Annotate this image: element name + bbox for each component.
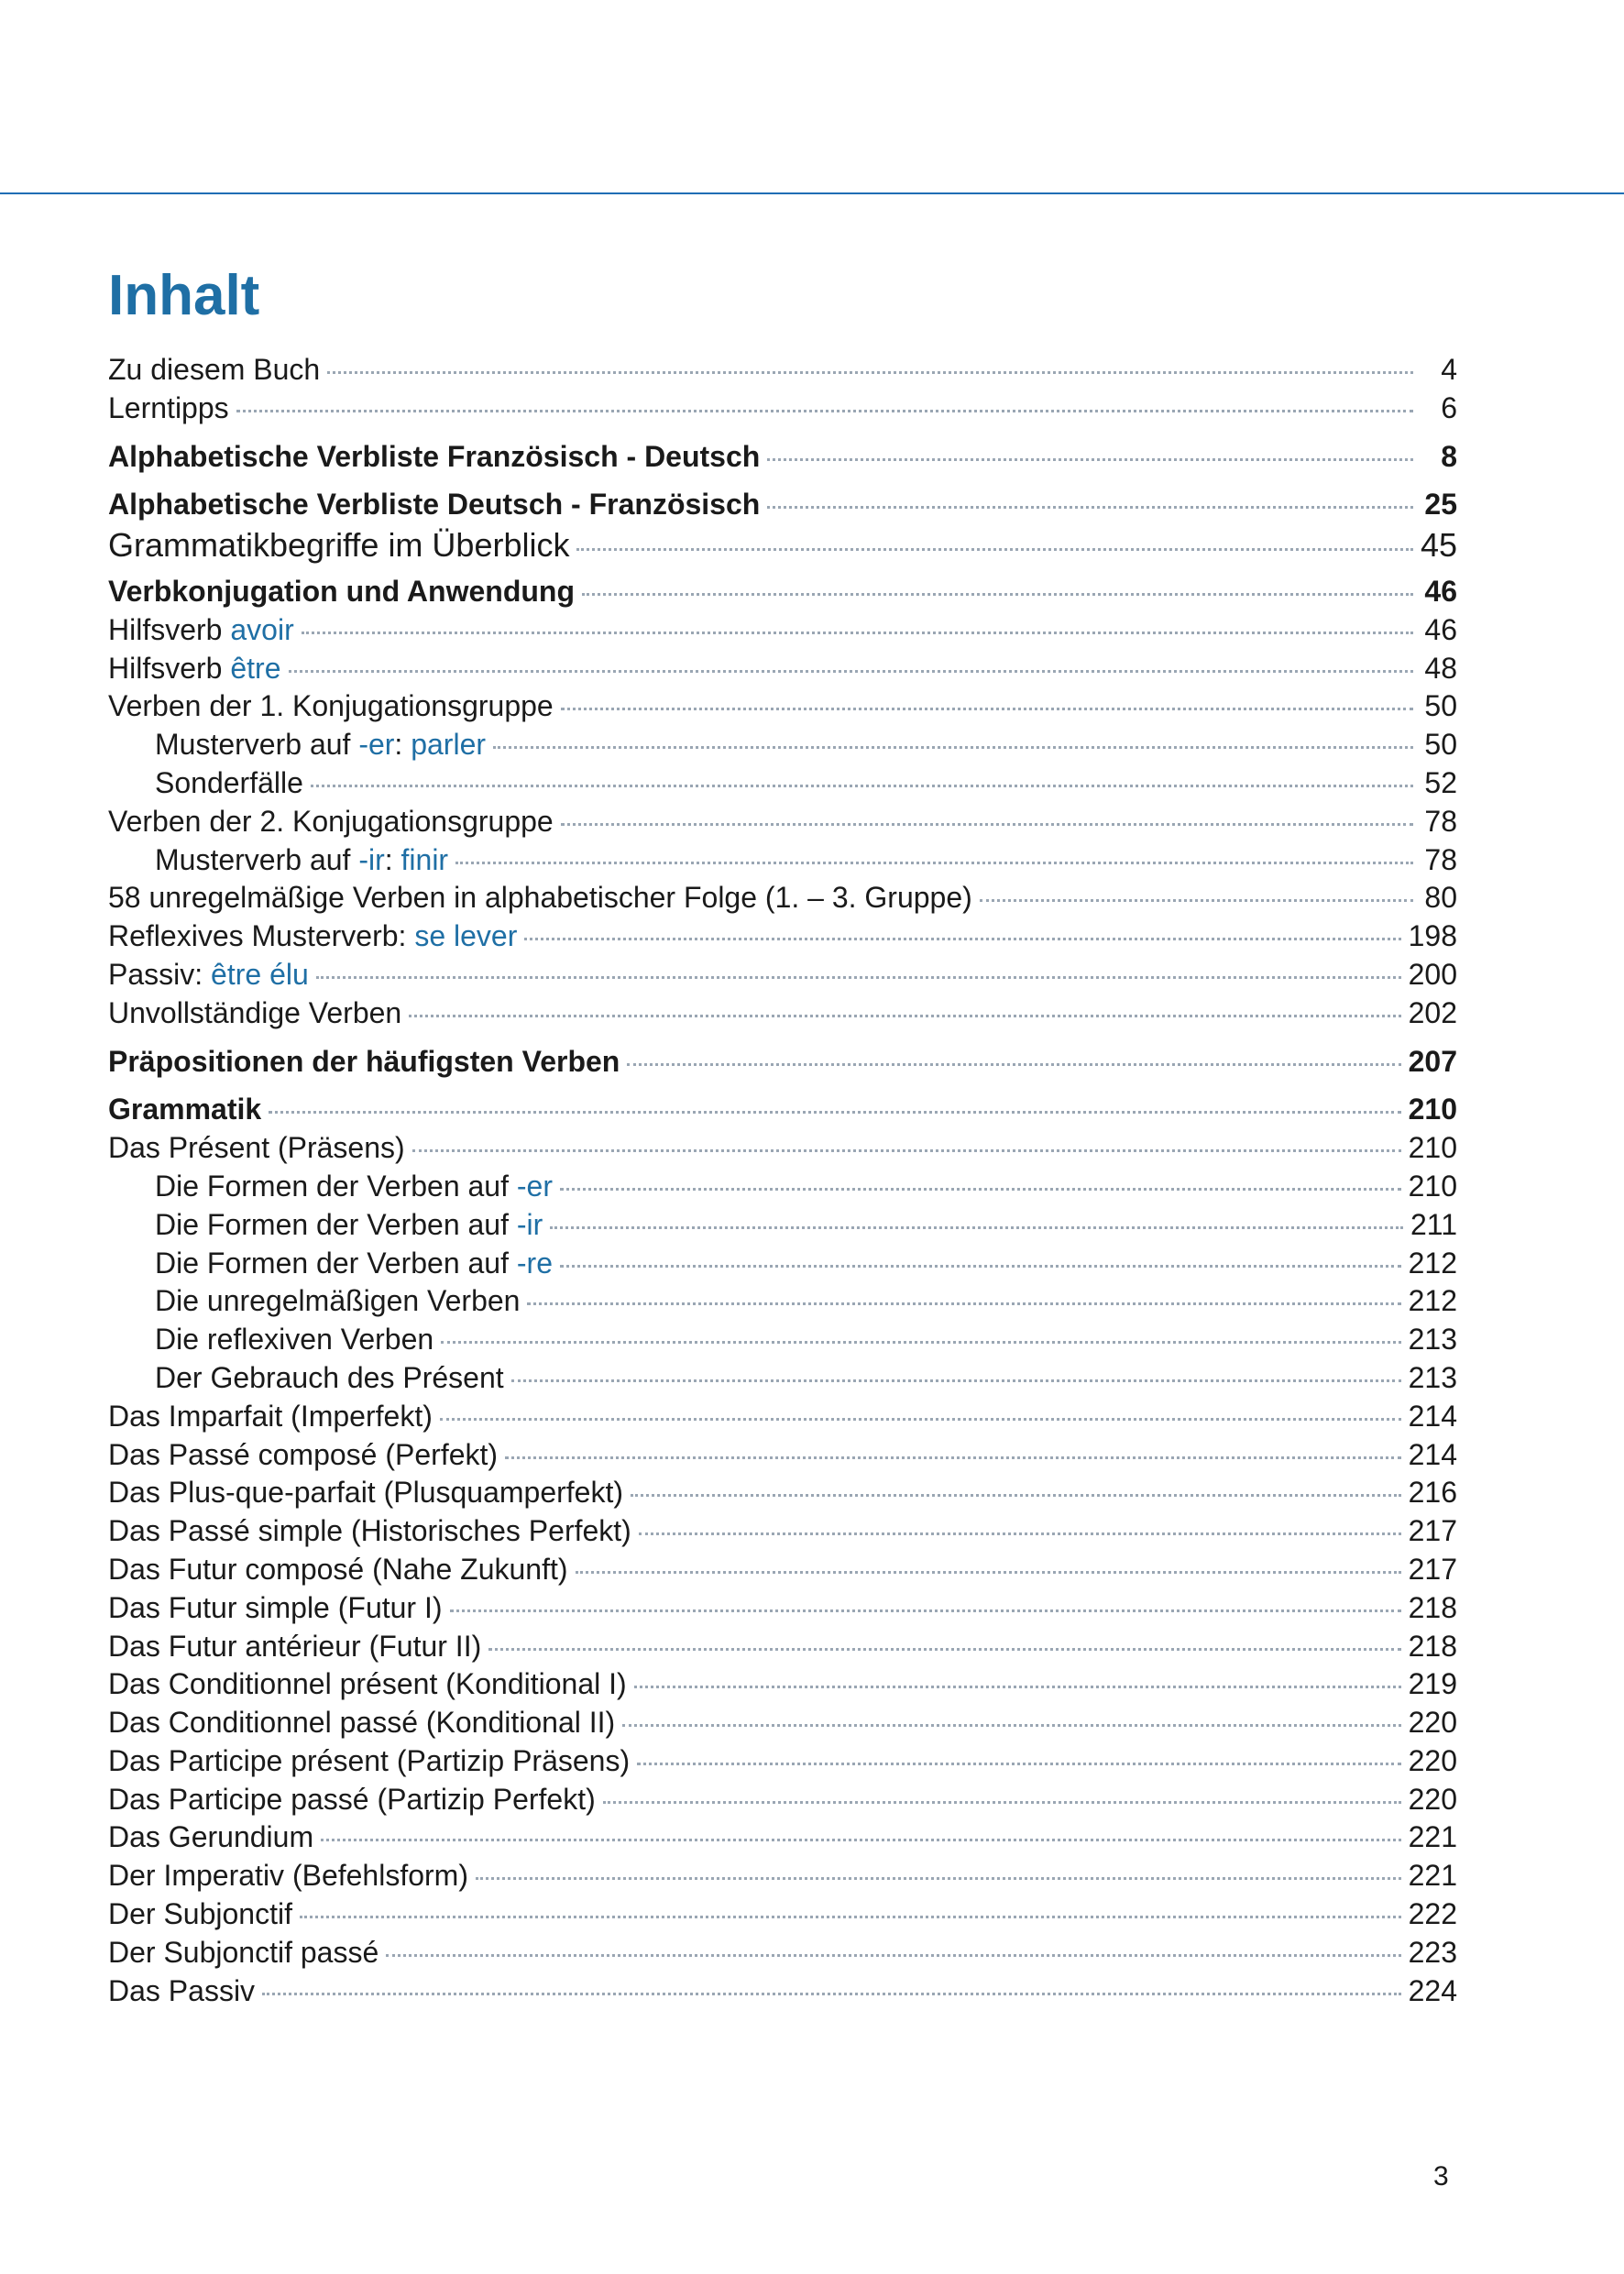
toc-entry[interactable] bbox=[108, 728, 1457, 766]
toc-entry[interactable] bbox=[108, 689, 1457, 728]
toc-entry-title bbox=[155, 1361, 504, 1395]
toc-entry[interactable] bbox=[108, 1667, 1457, 1706]
toc-entry[interactable] bbox=[108, 1744, 1457, 1783]
toc-entry-title bbox=[108, 689, 554, 723]
dot-leader bbox=[637, 1763, 1401, 1765]
toc-page-number: 78 bbox=[1424, 804, 1457, 838]
toc-text: Das Passiv bbox=[108, 1973, 256, 2007]
page-number: 3 bbox=[1433, 2161, 1449, 2192]
french-term: finir bbox=[401, 842, 449, 876]
dot-leader bbox=[440, 1418, 1401, 1421]
toc-entry-title bbox=[108, 805, 554, 839]
french-term: -ir bbox=[358, 842, 385, 876]
dot-leader bbox=[412, 1149, 1401, 1152]
toc-text: Das Futur composé (Nahe Zukunft) bbox=[108, 1552, 568, 1586]
toc-entry[interactable] bbox=[108, 488, 1457, 526]
toc-entry-title bbox=[108, 1438, 498, 1472]
toc-page-number: 222 bbox=[1408, 1897, 1457, 1931]
toc-entry-title bbox=[108, 575, 575, 609]
toc-entry[interactable] bbox=[108, 1820, 1457, 1859]
toc-entry-title bbox=[155, 766, 303, 800]
toc-page-number: 217 bbox=[1408, 1552, 1457, 1586]
toc-entry[interactable] bbox=[108, 1476, 1457, 1514]
dot-leader bbox=[576, 548, 1412, 551]
toc-entry-title bbox=[108, 1630, 481, 1664]
toc-entry-title bbox=[108, 353, 320, 387]
toc-page-number: 218 bbox=[1408, 1590, 1457, 1624]
dot-leader bbox=[289, 670, 1414, 673]
dot-leader bbox=[560, 1188, 1401, 1191]
toc-page-number: 224 bbox=[1408, 1973, 1457, 2007]
toc-page-number: 210 bbox=[1408, 1131, 1457, 1165]
dot-leader bbox=[527, 1302, 1400, 1305]
dot-leader bbox=[582, 593, 1413, 596]
toc-entry[interactable] bbox=[108, 958, 1457, 996]
toc-page-number: 50 bbox=[1424, 728, 1457, 762]
dot-leader bbox=[767, 458, 1413, 461]
toc-text: Der Subjonctif passé bbox=[108, 1935, 379, 1969]
toc-entry[interactable] bbox=[108, 526, 1457, 565]
dot-leader bbox=[603, 1801, 1401, 1804]
toc-text: Das Présent (Präsens) bbox=[108, 1131, 405, 1165]
toc-text: : bbox=[394, 728, 411, 762]
toc-entry[interactable] bbox=[108, 919, 1457, 958]
toc-entry[interactable] bbox=[108, 1093, 1457, 1131]
toc-text: Die reflexiven Verben bbox=[155, 1323, 434, 1357]
toc-entry[interactable] bbox=[108, 1400, 1457, 1438]
toc-entry-title bbox=[108, 1400, 433, 1434]
toc-text: Hilfsverb bbox=[108, 612, 231, 646]
toc-page-number: 200 bbox=[1408, 957, 1457, 991]
toc-text: Reflexives Musterverb: bbox=[108, 919, 415, 953]
toc-page-number: 207 bbox=[1408, 1044, 1457, 1078]
dot-leader bbox=[302, 632, 1413, 634]
toc-page-number: 212 bbox=[1408, 1284, 1457, 1318]
toc-text: Das Passé simple (Historisches Perfekt) bbox=[108, 1514, 631, 1548]
toc-text: Unvollständige Verben bbox=[108, 995, 402, 1029]
toc-entry[interactable] bbox=[108, 1630, 1457, 1668]
toc-page-number: 8 bbox=[1441, 439, 1457, 473]
toc-entry[interactable] bbox=[108, 1045, 1457, 1083]
toc-entry[interactable] bbox=[108, 1131, 1457, 1170]
dot-leader bbox=[300, 1916, 1401, 1918]
toc-entry-title bbox=[108, 881, 972, 915]
toc-text: Verben der 2. Konjugationsgruppe bbox=[108, 804, 554, 838]
toc-text: Grammatikbegriffe im Überblick bbox=[108, 526, 570, 565]
toc-entry[interactable] bbox=[108, 652, 1457, 690]
toc-text: Die Formen der Verben auf bbox=[155, 1246, 517, 1280]
toc-entry[interactable] bbox=[108, 1247, 1457, 1285]
toc-text: Grammatik bbox=[108, 1093, 262, 1126]
toc-entry-title bbox=[108, 526, 569, 565]
toc-page-number: 217 bbox=[1408, 1514, 1457, 1548]
toc-page-number: 202 bbox=[1408, 995, 1457, 1029]
dot-leader bbox=[639, 1532, 1401, 1535]
toc-page-number: 52 bbox=[1424, 765, 1457, 799]
toc-text: Lerntipps bbox=[108, 390, 229, 424]
toc-entry[interactable] bbox=[108, 391, 1457, 430]
toc-text: Alphabetische Verbliste Deutsch - Französisch bbox=[108, 488, 761, 522]
dot-leader bbox=[476, 1877, 1401, 1880]
toc-entry-title bbox=[155, 1247, 553, 1280]
toc-text: Präpositionen der häufigsten Verben bbox=[108, 1044, 620, 1078]
dot-leader bbox=[550, 1226, 1403, 1229]
dot-leader bbox=[767, 506, 1413, 509]
toc-entry-title bbox=[108, 996, 401, 1030]
dot-leader bbox=[634, 1686, 1401, 1688]
toc-text: Das Conditionnel présent (Konditional I) bbox=[108, 1667, 627, 1701]
dot-leader bbox=[327, 371, 1413, 374]
dot-leader bbox=[316, 976, 1401, 979]
toc-page-number: 80 bbox=[1424, 881, 1457, 915]
toc-text: Das Participe passé (Partizip Perfekt) bbox=[108, 1782, 596, 1816]
toc-page-number: 6 bbox=[1441, 390, 1457, 424]
toc-page-number: 223 bbox=[1408, 1935, 1457, 1969]
toc-page-number: 220 bbox=[1408, 1782, 1457, 1816]
toc-text: Musterverb auf bbox=[155, 842, 359, 876]
dot-leader bbox=[455, 862, 1413, 864]
toc-page-number: 219 bbox=[1408, 1667, 1457, 1701]
toc-page-number: 221 bbox=[1408, 1859, 1457, 1893]
toc-entry[interactable] bbox=[108, 353, 1457, 391]
toc-text: Das Gerundium bbox=[108, 1820, 314, 1854]
toc-entry[interactable] bbox=[108, 881, 1457, 919]
toc-page-number: 220 bbox=[1408, 1743, 1457, 1777]
dot-leader bbox=[236, 410, 1413, 412]
french-term: -er bbox=[358, 728, 395, 762]
dot-leader bbox=[622, 1724, 1400, 1727]
dot-leader bbox=[561, 708, 1413, 710]
dot-leader bbox=[560, 1265, 1401, 1268]
toc-page-number: 218 bbox=[1408, 1629, 1457, 1663]
dot-leader bbox=[269, 1111, 1400, 1114]
toc-text: Das Conditionnel passé (Konditional II) bbox=[108, 1706, 616, 1740]
toc-page-number: 4 bbox=[1441, 353, 1457, 386]
toc-page-number: 212 bbox=[1408, 1246, 1457, 1280]
dot-leader bbox=[511, 1379, 1401, 1382]
toc-entry-title bbox=[155, 1284, 520, 1318]
toc-entry[interactable] bbox=[108, 1591, 1457, 1630]
toc-entry[interactable] bbox=[108, 1859, 1457, 1897]
toc-text: Der Imperativ (Befehlsform) bbox=[108, 1859, 468, 1893]
toc-text: Hilfsverb bbox=[108, 651, 231, 685]
toc-entry[interactable] bbox=[108, 575, 1457, 613]
toc-entry-title bbox=[108, 1783, 596, 1817]
dot-leader bbox=[321, 1839, 1401, 1841]
toc-entry-title bbox=[108, 1093, 261, 1126]
toc-page-number: 210 bbox=[1408, 1093, 1457, 1126]
toc-text: Das Passé composé (Perfekt) bbox=[108, 1437, 499, 1471]
toc-entry-title bbox=[108, 919, 517, 953]
toc-entry[interactable] bbox=[108, 1514, 1457, 1553]
toc-entry-title bbox=[108, 1974, 255, 2008]
toc-page-number: 221 bbox=[1408, 1820, 1457, 1854]
toc-page-number: 45 bbox=[1420, 526, 1457, 565]
toc-text: Sonderfälle bbox=[155, 765, 303, 799]
toc-text: Verbkonjugation und Anwendung bbox=[108, 574, 575, 608]
toc-page-number: 213 bbox=[1408, 1360, 1457, 1394]
french-term: être élu bbox=[211, 957, 309, 991]
toc-entry[interactable] bbox=[108, 1783, 1457, 1821]
dot-leader bbox=[488, 1648, 1400, 1651]
toc-entry-title bbox=[108, 1667, 627, 1701]
toc-page-number: 46 bbox=[1424, 612, 1457, 646]
toc-page-number: 216 bbox=[1408, 1476, 1457, 1510]
table-of-contents bbox=[108, 353, 1457, 2012]
dot-leader bbox=[980, 899, 1413, 902]
toc-page-number: 198 bbox=[1408, 919, 1457, 953]
toc-text: Die unregelmäßigen Verben bbox=[155, 1284, 521, 1318]
toc-page-number: 210 bbox=[1408, 1169, 1457, 1203]
toc-entry[interactable] bbox=[108, 1208, 1457, 1247]
toc-entry[interactable] bbox=[108, 1706, 1457, 1744]
toc-text: : bbox=[384, 842, 401, 876]
toc-page-number: 78 bbox=[1424, 842, 1457, 876]
toc-text: Alphabetische Verbliste Französisch - Deutsch bbox=[108, 439, 761, 473]
toc-entry[interactable] bbox=[108, 1438, 1457, 1477]
toc-text: Das Imparfait (Imperfekt) bbox=[108, 1399, 433, 1433]
toc-text: Die Formen der Verben auf bbox=[155, 1169, 517, 1203]
dot-leader bbox=[627, 1063, 1400, 1066]
toc-entry-title bbox=[108, 1859, 468, 1893]
toc-entry-title bbox=[108, 613, 294, 647]
toc-entry-title bbox=[108, 391, 229, 425]
toc-entry[interactable] bbox=[108, 1897, 1457, 1936]
toc-entry[interactable] bbox=[108, 1323, 1457, 1361]
toc-text: Das Participe présent (Partizip Präsens) bbox=[108, 1743, 631, 1777]
toc-page-number: 213 bbox=[1408, 1323, 1457, 1357]
toc-entry-title bbox=[108, 1706, 615, 1740]
french-term: -re bbox=[516, 1246, 553, 1280]
toc-entry[interactable] bbox=[108, 613, 1457, 652]
toc-entry-title bbox=[108, 1131, 405, 1165]
toc-text: Musterverb auf bbox=[155, 728, 359, 762]
toc-entry-title bbox=[155, 1323, 433, 1357]
toc-page-number: 211 bbox=[1410, 1207, 1457, 1241]
toc-text: Passiv: bbox=[108, 957, 212, 991]
toc-entry[interactable] bbox=[108, 1553, 1457, 1591]
french-term: se lever bbox=[414, 919, 518, 953]
toc-page-number: 48 bbox=[1424, 651, 1457, 685]
toc-entry[interactable] bbox=[108, 1170, 1457, 1208]
french-term: -er bbox=[516, 1169, 553, 1203]
toc-page-number: 25 bbox=[1424, 488, 1457, 522]
toc-entry-title bbox=[108, 440, 760, 474]
toc-entry-title bbox=[108, 1744, 630, 1778]
toc-text: Verben der 1. Konjugationsgruppe bbox=[108, 689, 554, 723]
toc-page-number: 50 bbox=[1424, 689, 1457, 723]
toc-entry-title bbox=[155, 843, 448, 877]
toc-text: Der Gebrauch des Présent bbox=[155, 1360, 504, 1394]
toc-entry[interactable] bbox=[108, 1361, 1457, 1400]
dot-leader bbox=[386, 1954, 1400, 1957]
toc-page-number: 46 bbox=[1424, 574, 1457, 608]
toc-page-number: 220 bbox=[1408, 1706, 1457, 1740]
dot-leader bbox=[450, 1609, 1401, 1612]
toc-entry[interactable] bbox=[108, 766, 1457, 805]
toc-entry-title bbox=[108, 958, 309, 992]
toc-entry-title bbox=[155, 728, 486, 762]
toc-entry[interactable] bbox=[108, 996, 1457, 1035]
dot-leader bbox=[409, 1015, 1400, 1017]
toc-entry-title bbox=[108, 652, 281, 686]
dot-leader bbox=[631, 1494, 1401, 1497]
toc-entry-title bbox=[108, 1553, 568, 1587]
toc-text: Zu diesem Buch bbox=[108, 353, 321, 386]
toc-entry-title bbox=[108, 1514, 631, 1548]
toc-entry[interactable] bbox=[108, 805, 1457, 843]
dot-leader bbox=[262, 1993, 1401, 1995]
toc-text: Die Formen der Verben auf bbox=[155, 1207, 517, 1241]
dot-leader bbox=[311, 785, 1413, 787]
toc-entry[interactable] bbox=[108, 843, 1457, 882]
toc-entry-title bbox=[108, 1936, 379, 1970]
toc-text: Das Futur antérieur (Futur II) bbox=[108, 1629, 482, 1663]
dot-leader bbox=[493, 746, 1413, 749]
toc-page-number: 214 bbox=[1408, 1399, 1457, 1433]
dot-leader bbox=[561, 823, 1413, 826]
toc-page-number: 214 bbox=[1408, 1437, 1457, 1471]
toc-entry-title bbox=[155, 1208, 543, 1242]
dot-leader bbox=[441, 1341, 1400, 1344]
french-term: avoir bbox=[230, 612, 294, 646]
dot-leader bbox=[576, 1571, 1401, 1574]
toc-entry-title bbox=[108, 1591, 443, 1625]
page-title: Inhalt bbox=[108, 264, 260, 327]
toc-entry-title bbox=[108, 1820, 313, 1854]
toc-entry-title bbox=[108, 488, 760, 522]
french-term: -ir bbox=[516, 1207, 543, 1241]
toc-text: Das Plus-que-parfait (Plusquamperfekt) bbox=[108, 1476, 624, 1510]
header-rule bbox=[0, 192, 1624, 194]
french-term: parler bbox=[411, 728, 487, 762]
toc-text: Der Subjonctif bbox=[108, 1897, 292, 1931]
toc-entry[interactable] bbox=[108, 1936, 1457, 1974]
dot-leader bbox=[524, 938, 1400, 940]
french-term: être bbox=[230, 651, 281, 685]
toc-entry-title bbox=[155, 1170, 553, 1203]
toc-entry[interactable] bbox=[108, 1974, 1457, 2013]
toc-entry-title bbox=[108, 1897, 292, 1931]
toc-text: Das Futur simple (Futur I) bbox=[108, 1590, 443, 1624]
toc-entry[interactable] bbox=[108, 1284, 1457, 1323]
toc-entry-title bbox=[108, 1045, 620, 1079]
dot-leader bbox=[505, 1456, 1401, 1459]
toc-entry-title bbox=[108, 1476, 623, 1510]
toc-entry[interactable] bbox=[108, 440, 1457, 478]
toc-text: 58 unregelmäßige Verben in alphabetischer Folge (1. – 3. Gruppe) bbox=[108, 881, 972, 915]
